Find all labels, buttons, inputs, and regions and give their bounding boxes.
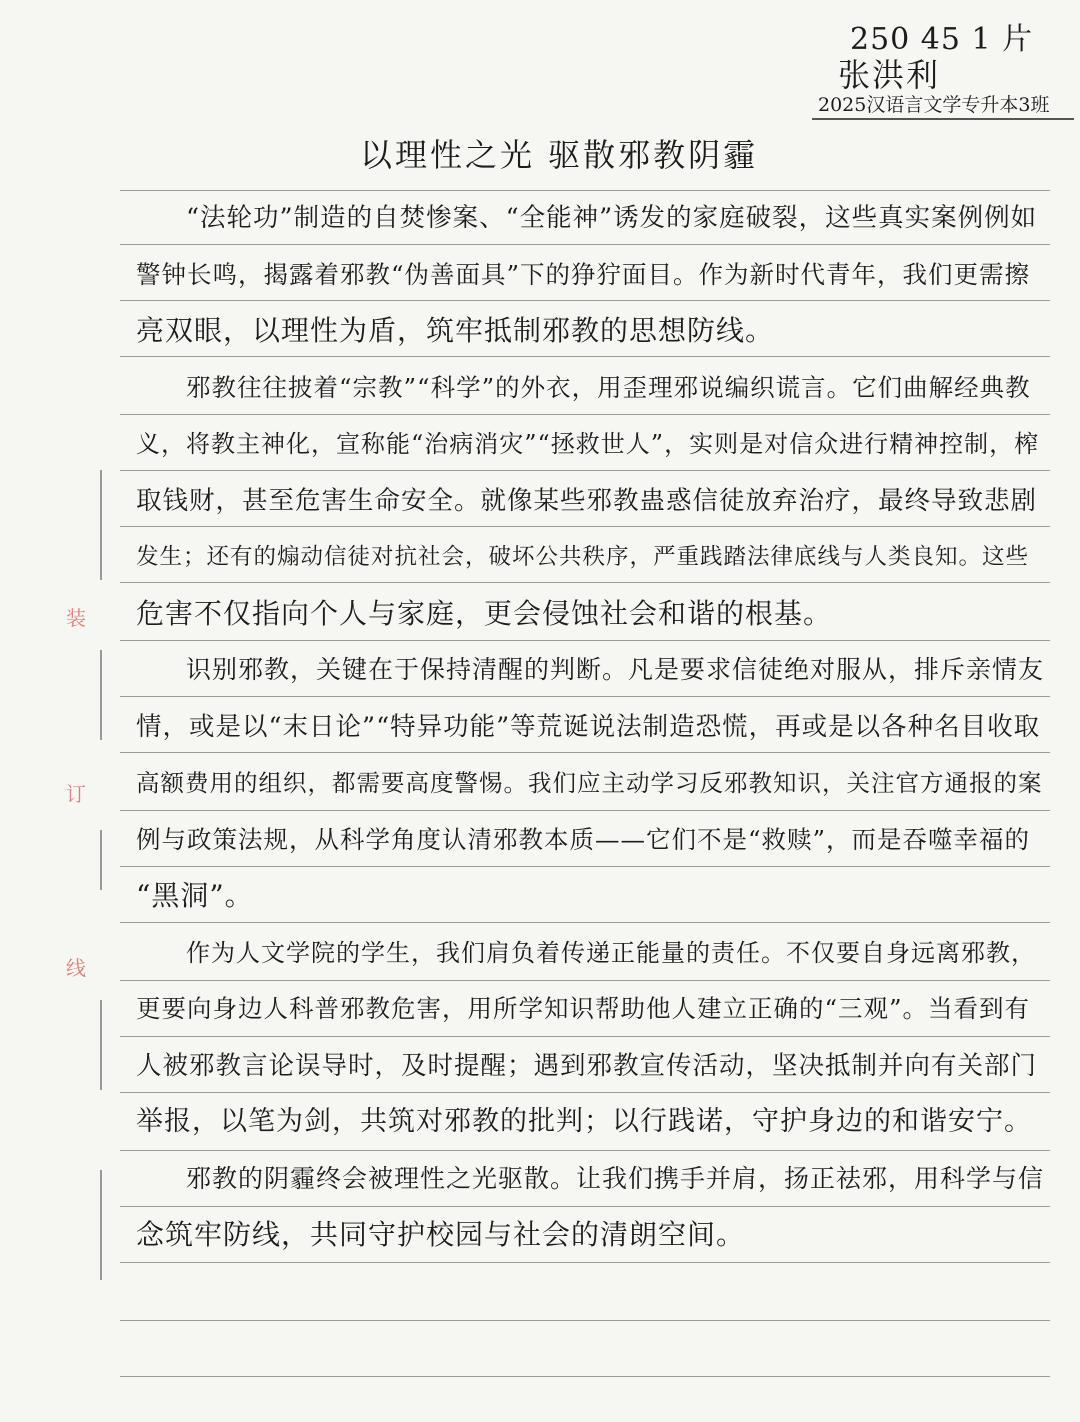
ruled-line (120, 1320, 1050, 1321)
ruled-line (120, 1206, 1050, 1207)
ruled-line (120, 414, 1050, 415)
body-line-8: 危害不仅指向个人与家庭，更会侵蚀社会和谐的根基。 (136, 597, 833, 630)
ruled-line (120, 922, 1050, 923)
body-line-13: “黑洞”。 (136, 879, 254, 912)
student-class: 2025汉语言文学专升本3班 (818, 94, 1050, 116)
ruled-line (120, 1092, 1050, 1093)
body-line-14: 作为人文学院的学生，我们肩负着传递正能量的责任。不仅要自身远离邪教， (186, 939, 1036, 967)
body-line-19: 念筑牢防线，共同守护校园与社会的清朗空间。 (136, 1218, 746, 1251)
body-line-16: 人被邪教言论误导时，及时提醒；遇到邪教宣传活动，坚决抵制并向有关部门 (136, 1051, 1038, 1081)
ruled-line (120, 1036, 1050, 1037)
body-line-12: 例与政策法规，从科学角度认清邪教本质——它们不是“救赎”，而是吞噬幸福的 (136, 825, 1031, 854)
ruled-line (120, 244, 1050, 245)
ruled-line (120, 1262, 1050, 1263)
student-number: 250 45 1 片 (850, 22, 1034, 57)
body-line-11: 高额费用的组织，都需要高度警惕。我们应主动学习反邪教知识，关注官方通报的案 (136, 769, 1043, 797)
ruled-line (120, 752, 1050, 753)
body-line-15: 更要向身边人科普邪教危害，用所学知识帮助他人建立正确的“三观”。当看到有 (136, 994, 1031, 1023)
body-line-17: 举报，以笔为剑，共筑对邪教的批判；以行践诺，守护身边的和谐安宁。 (136, 1106, 1032, 1137)
margin-mark-xian: 线 (66, 956, 86, 980)
ruled-line (120, 640, 1050, 641)
ruled-line (120, 190, 1050, 191)
body-line-3: 亮双眼，以理性为盾，筑牢抵制邪教的思想防线。 (136, 314, 775, 347)
student-name: 张洪利 (838, 56, 941, 94)
ruled-line (120, 980, 1050, 981)
body-line-7: 发生；还有的煽动信徒对抗社会，破坏公共秩序，严重践踏法律底线与人类良知。这些 (136, 544, 1030, 570)
ruled-line (120, 582, 1050, 583)
class-underline (812, 118, 1074, 120)
margin-mark-ding: 订 (66, 782, 86, 806)
ruled-line (120, 810, 1050, 811)
body-line-4: 邪教往往披着“宗教”“科学”的外衣，用歪理邪说编织谎言。它们曲解经典教 (186, 373, 1031, 402)
body-line-6: 取钱财，甚至危害生命安全。就像某些邪教蛊惑信徒放弃治疗，最终导致悲剧 (136, 486, 1038, 516)
ruled-line (120, 356, 1050, 357)
body-line-2: 警钟长鸣，揭露着邪教“伪善面具”下的狰狞面目。作为新时代青年，我们更需擦 (136, 260, 1031, 289)
essay-title: 以理性之光 驱散邪教阴霾 (360, 136, 759, 174)
ruled-line (120, 1376, 1050, 1377)
ruled-line (120, 696, 1050, 697)
margin-mark-zhuang: 装 (66, 606, 86, 630)
ruled-line (120, 470, 1050, 471)
ruled-line (120, 1150, 1050, 1151)
ruled-line (120, 866, 1050, 867)
body-line-18: 邪教的阴霾终会被理性之光驱散。让我们携手并肩，扬正祛邪，用科学与信 (186, 1164, 1045, 1193)
body-line-5: 义，将教主神化，宣称能“治病消灾”“拯救世人”，实则是对信众进行精神控制，榨 (136, 430, 1040, 458)
ruled-line (120, 300, 1050, 301)
body-line-10: 情，或是以“末日论”“特异功能”等荒诞说法制造恐慌，再或是以各种名目收取 (136, 712, 1041, 742)
body-line-9: 识别邪教，关键在于保持清醒的判断。凡是要求信徒绝对服从，排斥亲情友 (186, 655, 1045, 684)
body-line-1: “法轮功”制造的自焚惨案、“全能神”诱发的家庭破裂，这些真实案例例如 (186, 203, 1038, 233)
ruled-line (120, 526, 1050, 527)
